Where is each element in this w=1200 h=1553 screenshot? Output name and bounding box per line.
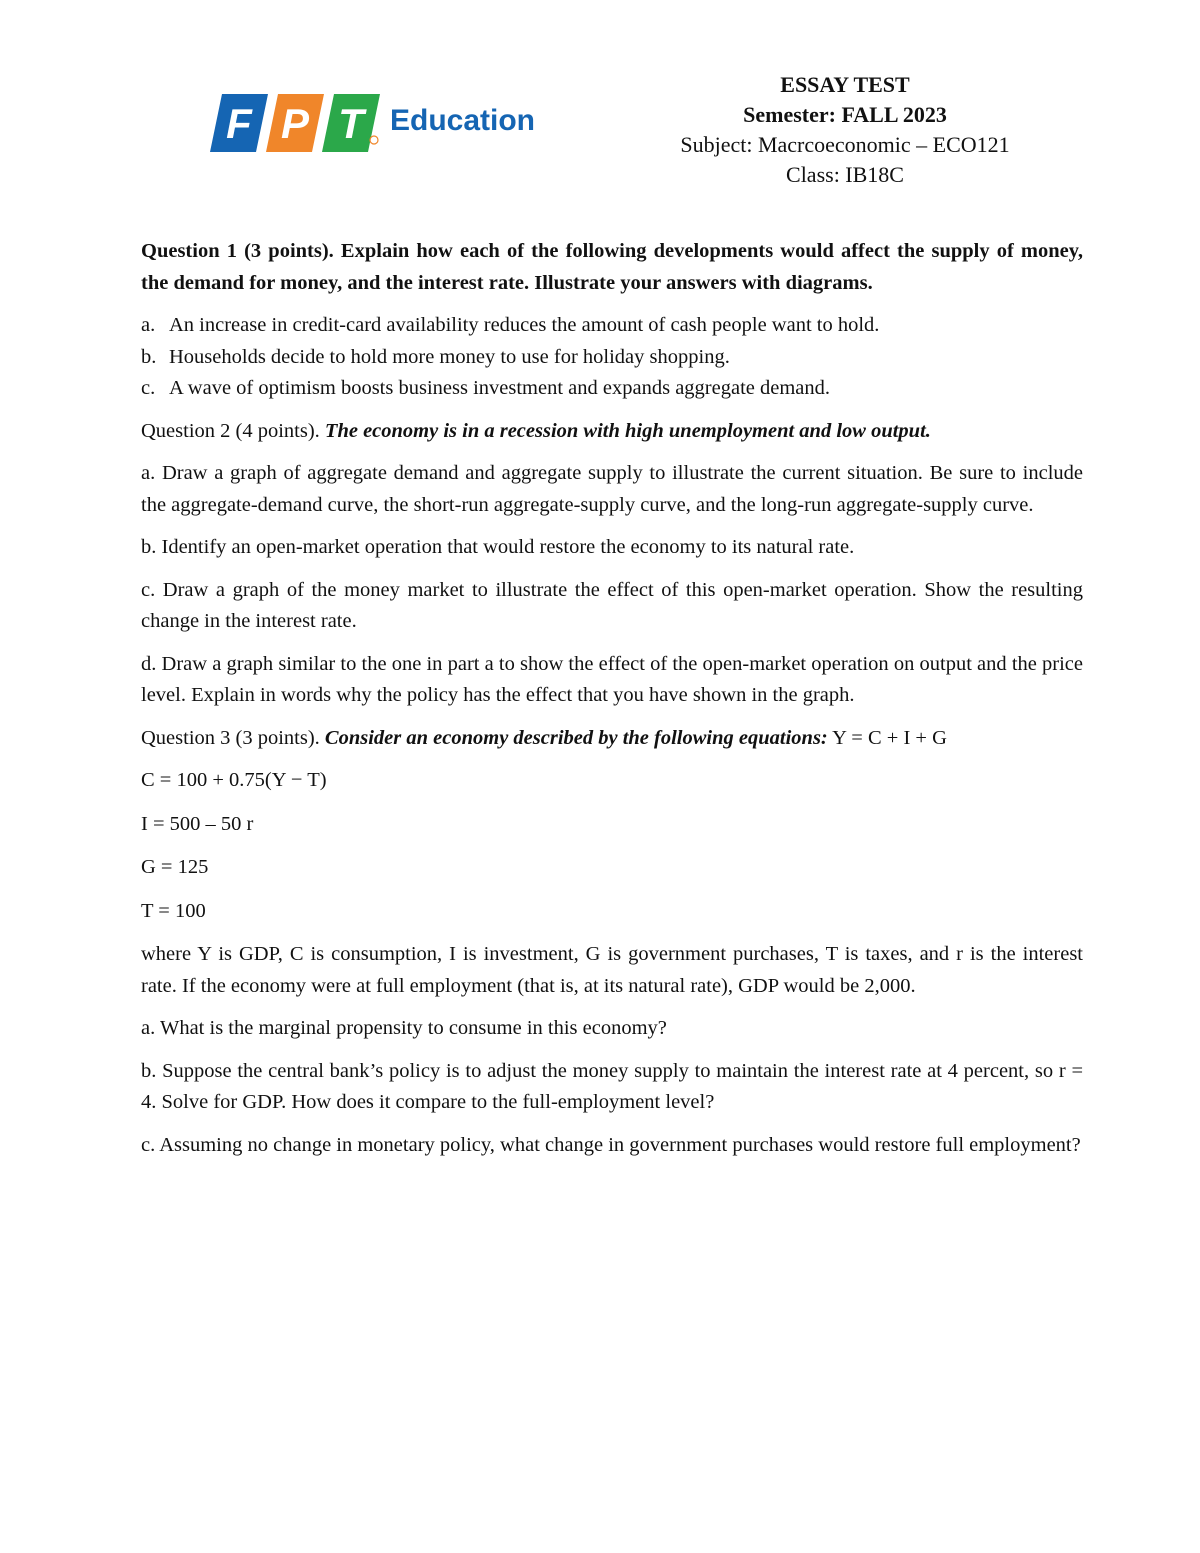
equation-investment: I = 500 – 50 r (141, 812, 254, 835)
equation-taxes: T = 100 (141, 899, 206, 922)
question-3-definitions: where Y is GDP, C is consumption, I is investment, G is government purchases, T is taxes, and r is the interest rate. If the economy were at full employment (that is, at its natural rate), GDP would be 2,000. (141, 943, 1083, 997)
question-3-text: Consider an economy described by the following equations: (319, 726, 828, 749)
question-2-label: Question 2 (4 points). (141, 419, 320, 442)
item-text: A wave of optimism boosts business investment and expands aggregate demand. (169, 377, 831, 399)
item-marker: b. (141, 345, 157, 368)
exam-body (141, 236, 1083, 1172)
question-2-part-b: b. Identify an open-market operation that would restore the economy to its natural rate. (141, 536, 855, 558)
registered-mark-icon (370, 136, 378, 144)
item-marker: c. (141, 377, 156, 399)
question-2-part-a: a. Draw a graph of aggregate demand and aggregate supply to illustrate the current situation. Be sure to include the aggregate-demand curve, the short-run aggregate-supply curve, and the long-run aggregate-supply curve. (141, 462, 1083, 516)
item-text: An increase in credit-card availability reduces the amount of cash people want to hold. (169, 314, 880, 336)
logo-letter-t: T (338, 100, 364, 147)
question-3-part-c: c. Assuming no change in monetary policy, what change in government purchases would restore full employment? (141, 1133, 1081, 1156)
question-2-text: The economy is in a recession with high unemployment and low output. (319, 419, 931, 442)
question-1-item-b (141, 342, 1083, 374)
equation-government: G = 125 (141, 856, 209, 878)
question-3-label: Question 3 (3 points). (141, 726, 320, 749)
question-3-part-b: b. Suppose the central bank’s policy is to adjust the money supply to maintain the interest rate at 4 percent, so r = 4. Solve for GDP. How does it compare to the full-employment level? (141, 1059, 1083, 1113)
question-3-prompt (141, 723, 1083, 755)
fpt-education-logo (208, 92, 548, 154)
logo-letter-p: P (280, 100, 310, 147)
class-line: Class: IB18C (786, 162, 904, 187)
question-3-part-a: a. What is the marginal propensity to consume in this economy? (141, 1017, 667, 1039)
question-2-part-d: d. Draw a graph similar to the one in part a to show the effect of the open-market operation on output and the price level. Explain in words why the policy has the effect that you have shown in the graph. (141, 652, 1083, 706)
subject-line: Subject: Macrcoeconomic – ECO121 (680, 132, 1010, 157)
question-1-prompt (141, 236, 1083, 299)
question-1-label: Question 1 (3 points). (141, 240, 334, 262)
logo-letter-f: F (226, 100, 252, 147)
question-1-item-c (141, 373, 1083, 405)
question-1-item-a (141, 310, 1083, 342)
equation-consumption: C = 100 + 0.75(Y − T) (141, 769, 327, 791)
exam-title: ESSAY TEST (780, 72, 910, 97)
semester-line: Semester: FALL 2023 (743, 102, 947, 127)
question-2-prompt (141, 416, 1083, 448)
question-2-part-c: c. Draw a graph of the money market to illustrate the effect of this open-market operation. Show the resulting change in the interest rate. (141, 578, 1083, 632)
item-text: Households decide to hold more money to use for holiday shopping. (169, 345, 730, 368)
logo-word: Education (390, 104, 536, 137)
item-marker: a. (141, 314, 156, 336)
question-1-text: Explain how each of the following developments would affect the supply of money, the demand for money, and the interest rate. Illustrate your answers with diagrams. (141, 240, 1083, 294)
exam-header (630, 70, 1060, 190)
logo-graphic (208, 92, 548, 154)
question-3-identity: Y = C + I + G (827, 726, 947, 749)
